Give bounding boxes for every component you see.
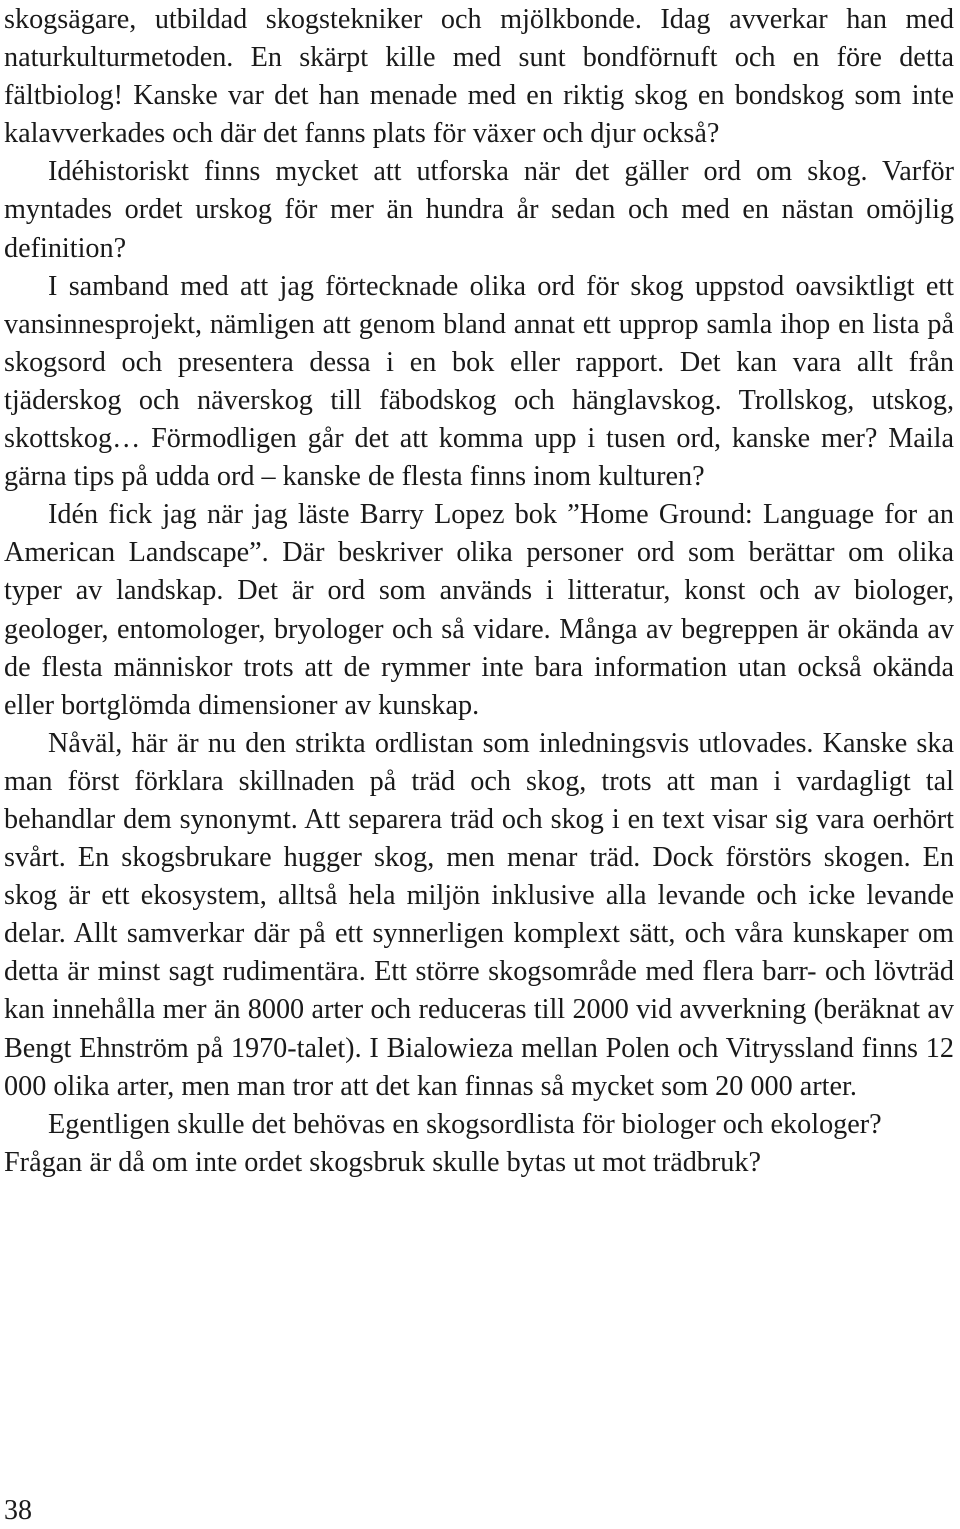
body-text	[4, 1, 954, 1182]
paragraph-2: Idéhistoriskt finns mycket att utforska när det gäller ord om skog. Varför myntades ordet urskog för mer än hundra år sedan och med en nästan omöjlig definition?	[4, 156, 954, 264]
page-number: 38	[4, 1495, 32, 1526]
paragraph-3: I samband med att jag förtecknade olika ord för skog uppstod oavsiktligt ett vansinnesprojekt, nämligen att genom bland annat ett upprop samla ihop en lista på skogsord och presentera dessa i en bok eller rapport. Det kan vara allt från tjäderskog och näverskog till fäbodskog och hänglavskog. Trollskog, utskog, skottskog… Förmodligen går det att komma upp i tusen ord, kanske mer? Maila gärna tips på udda ord – kanske de flesta finns inom kulturen?	[4, 270, 954, 493]
paragraph-1: skogsägare, utbildad skogstekniker och mjölkbonde. Idag avverkar han med naturkulturmetoden. En skärpt kille med sunt bondförnuft och en före detta fältbiolog! Kanske var det han menade med en riktig skog en bondskog som inte kalavverkades och där det fanns plats för växer och djur också?	[4, 4, 954, 150]
document-page	[4, 0, 954, 1529]
paragraph-4: Idén fick jag när jag läste Barry Lopez bok ”Home Ground: Language for an American Landscape”. Där beskriver olika personer ord som berättar om olika typer av landskap. Det är ord som används i litteratur, konst och av biologer, geologer, entomologer, bryologer och så vidare. Många av begreppen är okända av de flesta människor trots att de rymmer inte bara information utan också okända eller bortglömda dimensioner av kunskap.	[4, 499, 954, 721]
paragraph-6: Egentligen skulle det behövas en skogsordlista för biologer och ekologer? Frågan är då om inte ordet skogsbruk skulle bytas ut mot trädbruk?	[4, 1108, 882, 1178]
paragraph-5: Nåväl, här är nu den strikta ordlistan som inledningsvis utlovades. Kanske ska man först förklara skillnaden på träd och skog, trots att man i vardagligt tal behandlar dem synonymt. Att separera träd och skog i en text visar sig vara oerhört svårt. En skogsbrukare hugger skog, men menar träd. Dock förstörs skogen. En skog är ett ekosystem, alltså hela miljön inklusive alla levande och icke levande delar. Allt samverkar där på ett synnerligen komplext sätt, och våra kunskaper om detta är minst sagt rudimentära. Ett större skogsområde med flera barr- och lövträd kan innehålla mer än 8000 arter och reduceras till 2000 vid avverkning (beräknat av Bengt Ehnström på 1970-talet). I Bialowieza mellan Polen och Vitryssland finns 12 000 olika arter, men man tror att det kan finnas så mycket som 20 000 arter.	[4, 727, 954, 1102]
